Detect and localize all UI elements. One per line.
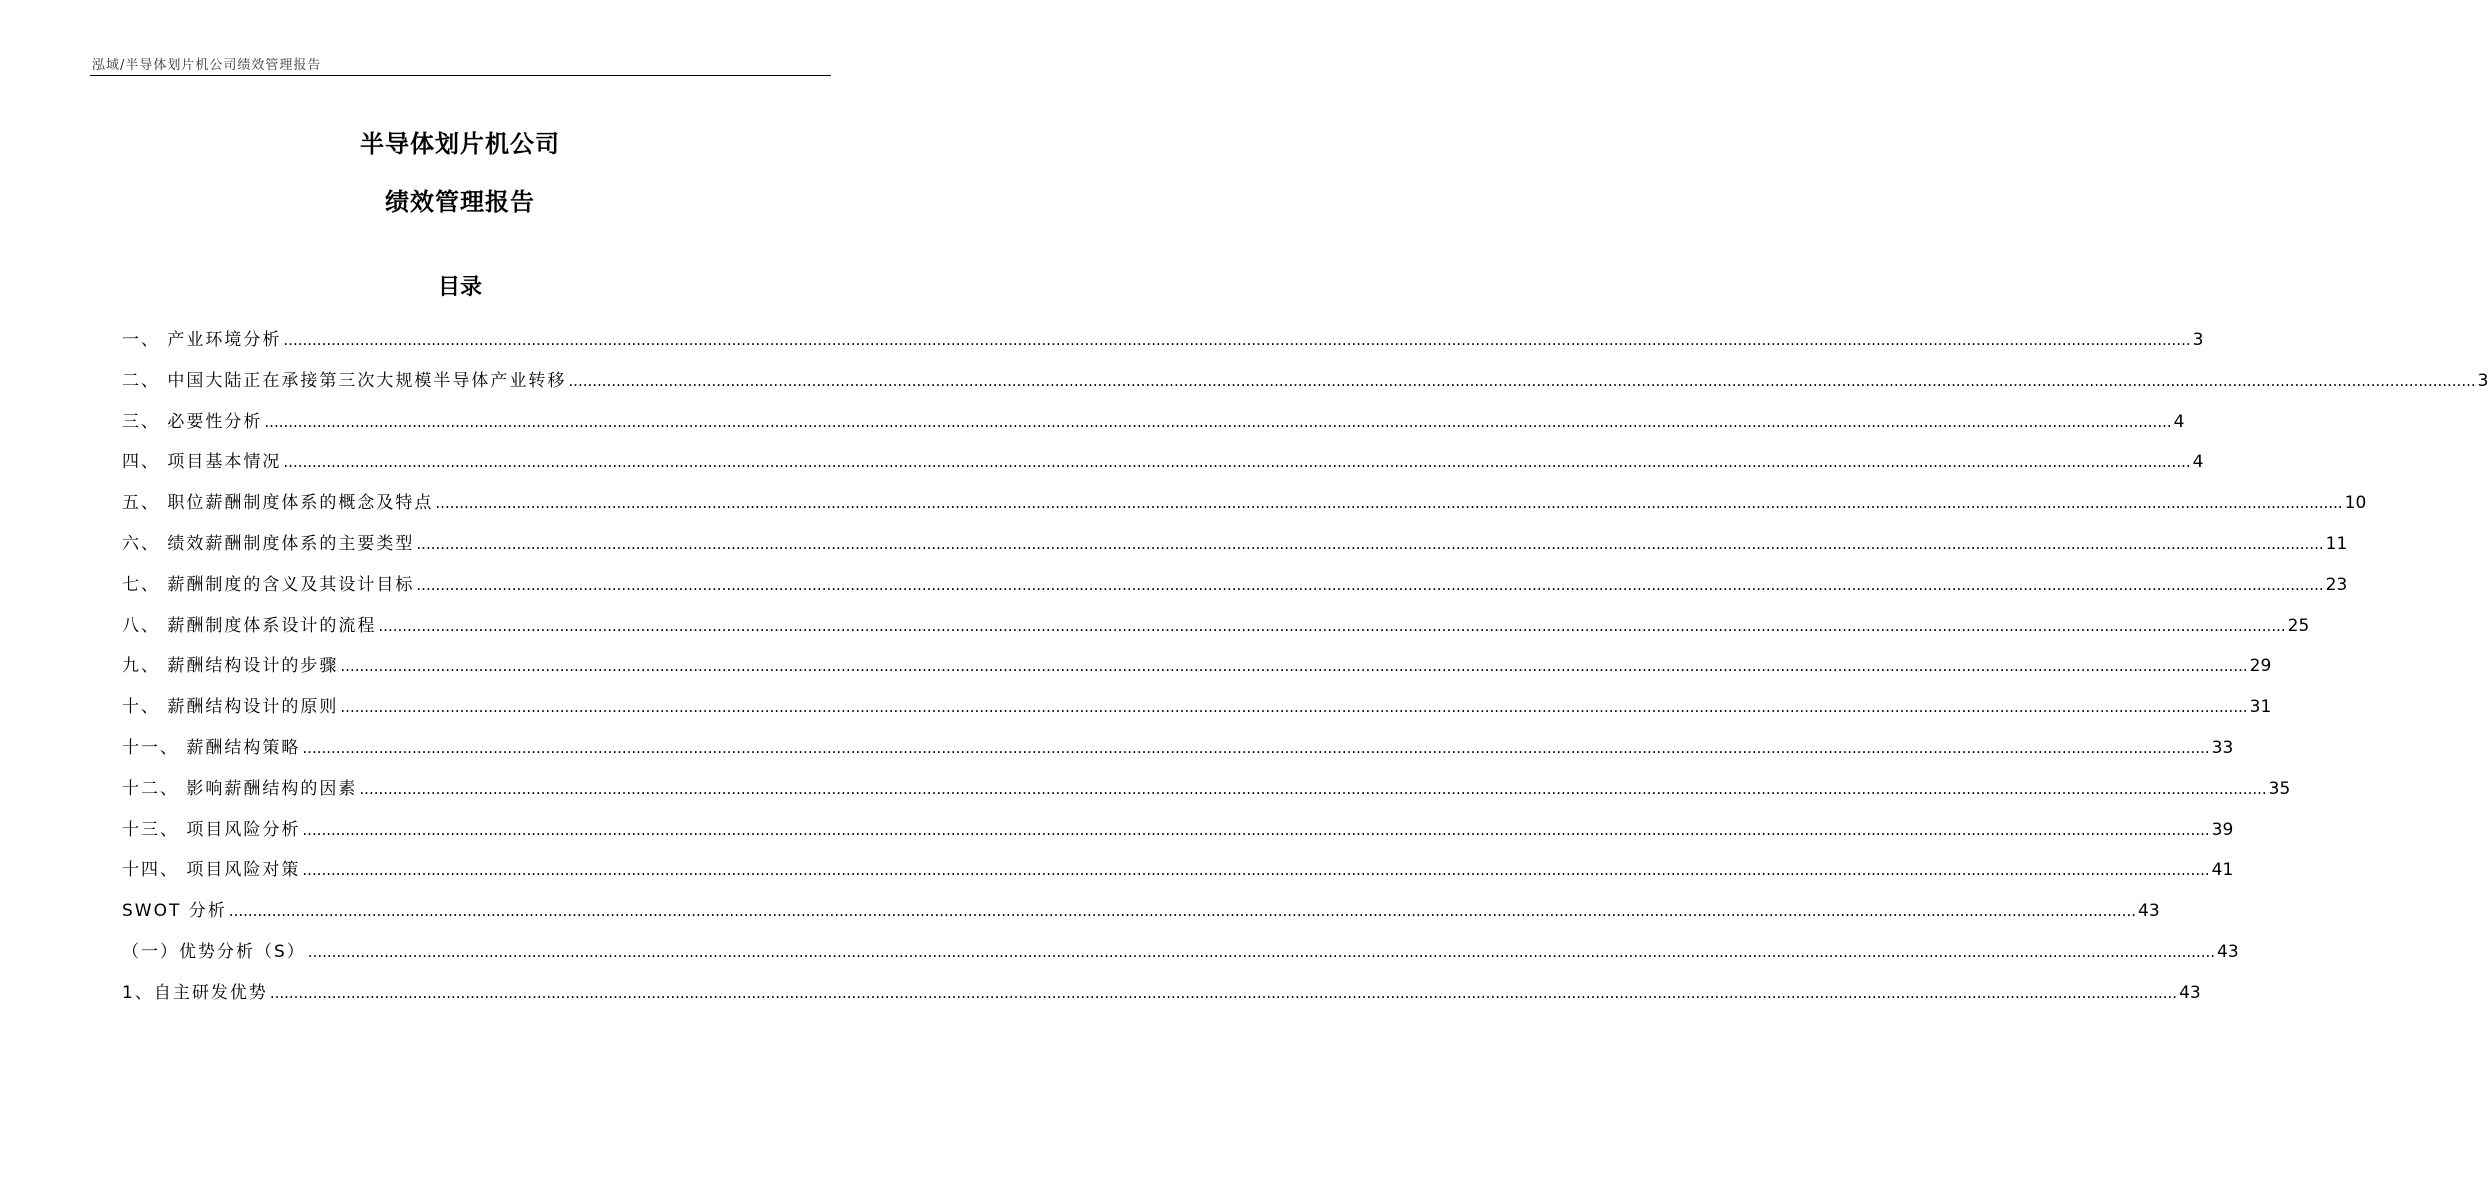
toc-entry-label: 项目风险对策 bbox=[186, 860, 301, 881]
toc-dot-leader: ................................................................................................................................................................................................................................................................................................................................................................................................................ bbox=[269, 983, 2178, 1002]
toc-entry-label: 影响薪酬结构的因素 bbox=[186, 778, 358, 799]
toc-entry-page-number: 10 bbox=[2344, 493, 2367, 514]
toc-dot-leader: ................................................................................................................................................................................................................................................................................................................................................................................................................ bbox=[359, 779, 2267, 798]
toc-entry-page-number: 31 bbox=[2249, 697, 2272, 718]
toc-dot-leader: ................................................................................................................................................................................................................................................................................................................................................................................................................ bbox=[340, 698, 2248, 717]
toc-entry-label: 绩效薪酬制度体系的主要类型 bbox=[167, 533, 415, 554]
toc-dot-leader: ................................................................................................................................................................................................................................................................................................................................................................................................................ bbox=[228, 902, 2137, 921]
toc-entry-page-number: 43 bbox=[2138, 901, 2160, 922]
toc-entry-label: 产业环境分析 bbox=[167, 330, 282, 350]
toc-entry[interactable] bbox=[122, 973, 2201, 1014]
toc-entry-number: 十一、 bbox=[122, 737, 187, 758]
toc-entry[interactable] bbox=[122, 606, 2310, 647]
toc-dot-leader: ................................................................................................................................................................................................................................................................................................................................................................................................................ bbox=[416, 534, 2324, 553]
toc-dot-leader: ................................................................................................................................................................................................................................................................................................................................................................................................................ bbox=[302, 820, 2210, 839]
toc-entry[interactable] bbox=[122, 769, 2291, 810]
toc-dot-leader: ................................................................................................................................................................................................................................................................................................................................................................................................................ bbox=[302, 861, 2210, 880]
toc-dot-leader: ................................................................................................................................................................................................................................................................................................................................................................................................................ bbox=[340, 657, 2248, 676]
toc-entry-label: 薪酬结构设计的步骤 bbox=[167, 656, 339, 677]
toc-entry[interactable] bbox=[122, 810, 2234, 851]
toc-dot-leader: ................................................................................................................................................................................................................................................................................................................................................................................................................ bbox=[302, 738, 2210, 757]
toc-entry-number: 五、 bbox=[122, 493, 168, 514]
toc-dot-leader: ................................................................................................................................................................................................................................................................................................................................................................................................................ bbox=[307, 942, 2216, 961]
toc-entry-page-number: 35 bbox=[2268, 778, 2291, 799]
toc-entry-page-number: 41 bbox=[2211, 860, 2234, 881]
toc-entry-number: 十四、 bbox=[122, 860, 187, 881]
toc-entry-label: 职位薪酬制度体系的概念及特点 bbox=[167, 493, 434, 514]
toc-entry[interactable] bbox=[122, 565, 2348, 606]
document-title-line-1: 半导体划片机公司 bbox=[360, 130, 560, 158]
toc-entry-label: 1、自主研发优势 bbox=[122, 982, 268, 1003]
toc-entry-label: 薪酬制度的含义及其设计目标 bbox=[167, 574, 415, 595]
toc-entry-page-number: 4 bbox=[2173, 411, 2185, 432]
toc-entry[interactable] bbox=[122, 646, 2272, 687]
toc-entry[interactable] bbox=[122, 320, 2204, 361]
toc-dot-leader: ................................................................................................................................................................................................................................................................................................................................................................................................................ bbox=[283, 331, 2191, 349]
toc-entry-number: 九、 bbox=[122, 656, 168, 677]
toc-entry[interactable] bbox=[122, 361, 2488, 402]
toc-entry[interactable] bbox=[122, 728, 2234, 769]
toc-entry-number: 十二、 bbox=[122, 778, 187, 799]
toc-entry-number: 六、 bbox=[122, 533, 168, 554]
toc-entry-page-number: 43 bbox=[2217, 941, 2239, 962]
toc-entry-page-number: 33 bbox=[2211, 737, 2234, 758]
toc-entry-number: 七、 bbox=[122, 574, 168, 595]
toc-entry[interactable] bbox=[122, 932, 2239, 973]
toc-entry-number: 十、 bbox=[122, 697, 168, 718]
toc-entry[interactable] bbox=[122, 442, 2204, 483]
toc-entry-page-number: 11 bbox=[2325, 533, 2348, 554]
toc-entry-page-number: 3 bbox=[2192, 330, 2204, 350]
toc-entry-page-number: 4 bbox=[2192, 452, 2204, 473]
toc-entry-page-number: 39 bbox=[2211, 819, 2234, 840]
running-header: 泓域/半导体划片机公司绩效管理报告 bbox=[92, 58, 322, 73]
toc-entry-label: 必要性分析 bbox=[167, 411, 263, 432]
toc-dot-leader: ................................................................................................................................................................................................................................................................................................................................................................................................................ bbox=[283, 453, 2191, 472]
toc-entry-label: 中国大陆正在承接第三次大规模半导体产业转移 bbox=[167, 370, 567, 391]
toc-entry-number: 四、 bbox=[122, 452, 168, 473]
toc-entry-page-number: 43 bbox=[2179, 982, 2201, 1003]
header-divider bbox=[90, 75, 831, 76]
toc-dot-leader: ................................................................................................................................................................................................................................................................................................................................................................................................................ bbox=[435, 494, 2343, 513]
toc-entry-number: 八、 bbox=[122, 615, 168, 636]
toc-dot-leader: ................................................................................................................................................................................................................................................................................................................................................................................................................ bbox=[378, 616, 2286, 635]
toc-entry[interactable] bbox=[122, 850, 2234, 891]
toc-entry-label: （一）优势分析（S） bbox=[122, 941, 306, 962]
toc-entry-number: 三、 bbox=[122, 411, 168, 432]
toc-dot-leader: ................................................................................................................................................................................................................................................................................................................................................................................................................ bbox=[264, 412, 2172, 431]
toc-entry[interactable] bbox=[122, 402, 2185, 443]
document-title-line-2: 绩效管理报告 bbox=[385, 188, 535, 216]
toc-entry[interactable] bbox=[122, 687, 2272, 728]
toc-entry-label: SWOT 分析 bbox=[122, 901, 227, 922]
toc-entry-page-number: 3 bbox=[2477, 370, 2488, 391]
toc-entry-page-number: 25 bbox=[2287, 615, 2310, 636]
toc-entry-number: 二、 bbox=[122, 370, 168, 391]
toc-entry-page-number: 29 bbox=[2249, 656, 2272, 677]
toc-entry-label: 薪酬制度体系设计的流程 bbox=[167, 615, 377, 636]
toc-entry-number: 十三、 bbox=[122, 819, 187, 840]
toc-entry-number: 一、 bbox=[122, 330, 168, 350]
toc-entry-label: 薪酬结构策略 bbox=[186, 737, 301, 758]
toc-entry[interactable] bbox=[122, 891, 2160, 932]
table-of-contents bbox=[122, 320, 2488, 1014]
toc-dot-leader: ................................................................................................................................................................................................................................................................................................................................................................................................................ bbox=[568, 371, 2476, 390]
toc-entry-label: 项目基本情况 bbox=[167, 452, 282, 473]
toc-entry-page-number: 23 bbox=[2325, 574, 2348, 595]
toc-entry[interactable] bbox=[122, 483, 2367, 524]
toc-entry-label: 项目风险分析 bbox=[186, 819, 301, 840]
toc-heading: 目录 bbox=[437, 275, 482, 300]
toc-dot-leader: ................................................................................................................................................................................................................................................................................................................................................................................................................ bbox=[416, 575, 2324, 594]
toc-entry-label: 薪酬结构设计的原则 bbox=[167, 697, 339, 718]
toc-entry[interactable] bbox=[122, 524, 2348, 565]
